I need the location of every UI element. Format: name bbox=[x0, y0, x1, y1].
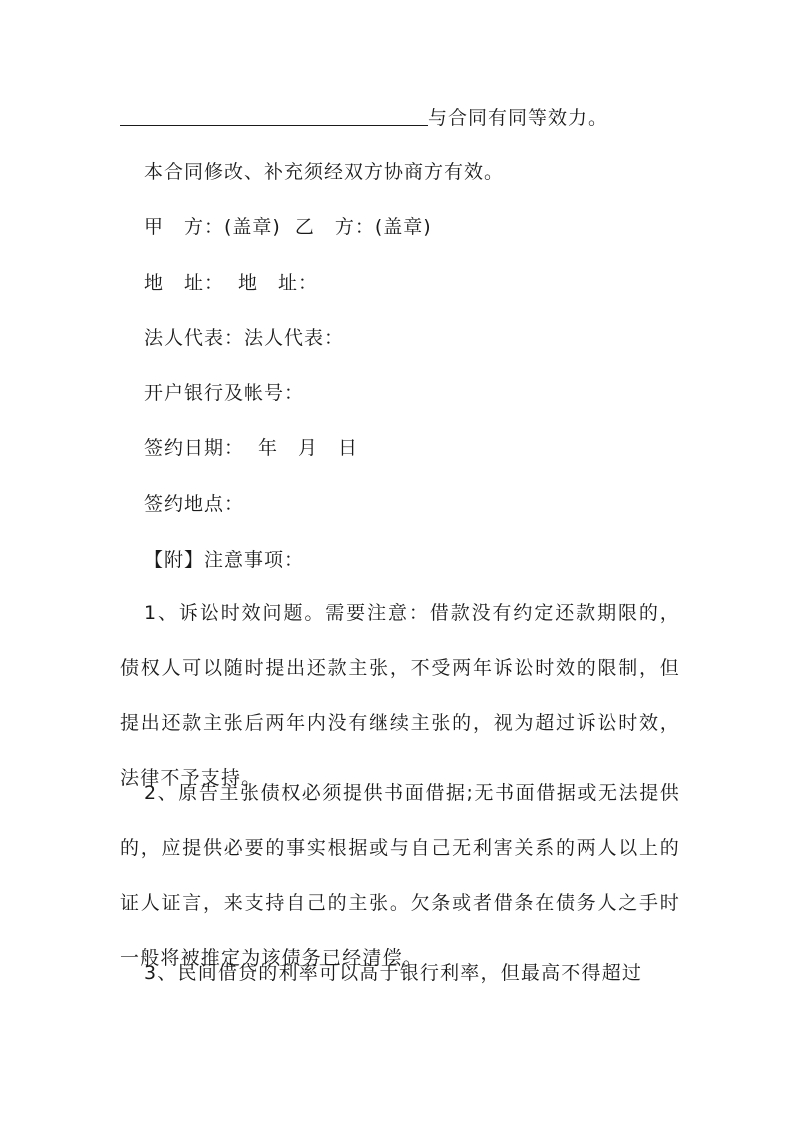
sign-date-line bbox=[144, 434, 680, 462]
note-paragraph-3: 3、民间借贷的利率可以高于银行利率，但最高不得超过 bbox=[144, 962, 643, 984]
party-seal-line bbox=[144, 213, 680, 241]
sign-date-value: 年 月 日 bbox=[258, 437, 359, 459]
note-paragraph-2: 2、原告主张债权必须提供书面借据;无书面借据或无法提供的，应提供必要的事实根据或与自己无利害关系的两人以上的证人证言，来支持自己的主张。欠条或者借条在债务人之手时一般将被推定为该债务已经清偿。 bbox=[120, 782, 680, 969]
legal-rep-a-label: 法人代表： bbox=[144, 327, 245, 349]
equal-effect-line bbox=[120, 104, 680, 132]
bank-account-label: 开户银行及帐号： bbox=[144, 382, 305, 404]
address-a-label: 地 址： bbox=[144, 272, 225, 294]
address-line bbox=[144, 269, 680, 297]
equal-effect-text: 与合同有同等效力。 bbox=[428, 107, 609, 129]
address-b-label: 地 址： bbox=[238, 272, 319, 294]
note-paragraph-1: 1、诉讼时效问题。需要注意：借款没有约定还款期限的，债权人可以随时提出还款主张，不受两年诉讼时效的限制，但提出还款主张后两年内没有继续主张的，视为超过诉讼时效，法律不予支持。 bbox=[120, 602, 680, 789]
sign-date-label: 签约日期： bbox=[144, 437, 245, 459]
amendment-clause: 本合同修改、补充须经双方协商方有效。 bbox=[144, 161, 505, 183]
fill-in-blank bbox=[120, 105, 428, 126]
legal-rep-line bbox=[144, 324, 680, 352]
notes-heading: 【附】注意事项： bbox=[144, 549, 305, 571]
sign-place-label: 签约地点： bbox=[144, 493, 245, 515]
legal-rep-b-label: 法人代表： bbox=[244, 327, 345, 349]
party-b-seal: 乙 方：(盖章) bbox=[294, 216, 432, 238]
party-a-seal: 甲 方：(盖章) bbox=[144, 216, 281, 238]
